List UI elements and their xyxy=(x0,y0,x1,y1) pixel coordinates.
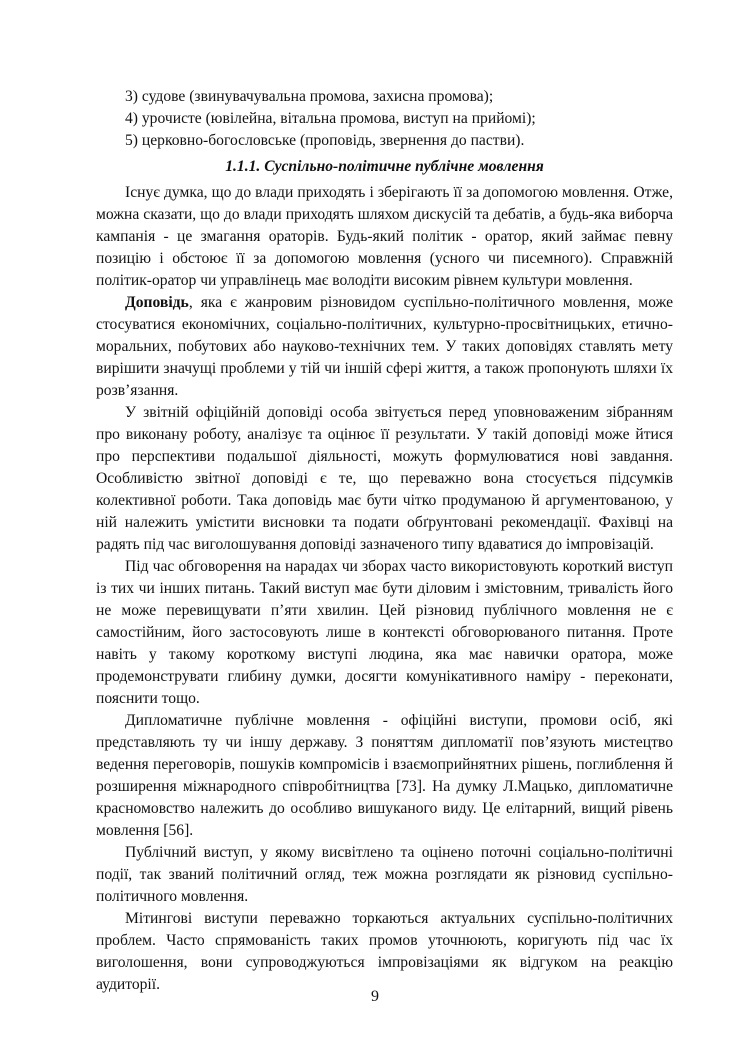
list-item: 3) судове (звинувачувальна промова, захисна промова); xyxy=(125,88,494,105)
list-item: 4) урочисте (ювілейна, вітальна промова, виступ на прийомі); xyxy=(125,110,536,127)
paragraph-text: Існує думка, що до влади приходять і зберігають її за допомогою мовлення. Отже, можна сказати, що до влади приходять шляхом дискусій та дебатів, а будь-яка виборча кампанія - це змагання ораторів. Будь-який політик - оратор, який займає певну позицію і обстоює її за допомогою мовлення (усного чи писемного). Справжній політик-оратор чи управлінець має володіти високим рівнем культури мовлення. xyxy=(96,184,673,289)
page-content xyxy=(96,86,673,996)
paragraph xyxy=(96,908,673,996)
section-heading: 1.1.1. Суспільно-політичне публічне мовлення xyxy=(225,158,544,175)
paragraph xyxy=(96,710,673,842)
paragraph-text: Публічний виступ, у якому висвітлено та оцінено поточні соціально-політичні події, так званий політичний огляд, теж можна розглядати як різновид суспільно-політичного мовлення. xyxy=(96,844,673,905)
paragraph xyxy=(96,842,673,908)
paragraph xyxy=(96,402,673,556)
paragraph-text: , яка є жанровим різновидом суспільно-політичного мовлення, може стосуватися економічних, соціально-політичних, культурно-просвітницьких, етично-моральних, побутових або науково-технічних тем. У таких доповідях ставлять мету вирішити значущі проблеми у тій чи іншій сфері життя, а також пропонують шляхи їх розв’язання. xyxy=(96,294,673,399)
paragraph xyxy=(96,292,673,402)
paragraph-text: Дипломатичне публічне мовлення - офіційні виступи, промови осіб, які представляють ту чи іншу державу. З поняттям дипломатії пов’язують мистецтво ведення переговорів, пошуків компромісів і взаємоприйнятних рішень, поглиблення й розширення міжнародного співробітництва [73]. На думку Л.Мацько, дипломатичне красномовство належить до особливо вишуканого виду. Це елітарний, вищий рівень мовлення [56]. xyxy=(96,712,673,839)
paragraph-text: Під час обговорення на нарадах чи зборах часто використовують короткий виступ із тих чи інших питань. Такий виступ має бути діловим і змістовним, тривалість його не може перевищувати п’яти хвилин. Цей різновид публічного мовлення не є самостійним, його застосовують лише в контексті обговорюваного питання. Проте навіть у такому короткому виступі людина, яка має навички оратора, може продемонструвати глибину думки, досягти комунікативного наміру - переконати, пояснити тощо. xyxy=(96,558,673,707)
paragraph-lead-term: Доповідь xyxy=(125,294,189,311)
paragraph-text: У звітній офіційній доповіді особа звітується перед уповноваженим зібранням про виконану роботу, аналізує та оцінює її результати. У такій доповіді може йтися про перспективи подальшої діяльності, можуть формулюватися нові завдання. Особливістю звітної доповіді є те, що переважно вона стосується підсумків колективної роботи. Така доповідь має бути чітко продуманою й аргументованою, у ній належить умістити висновки та подати обґрунтовані рекомендації. Фахівці на радять під час виголошування доповіді зазначеного типу вдаватися до імпровізацій. xyxy=(96,404,673,553)
list-item: 5) церковно-богословське (проповідь, звернення до пастви). xyxy=(125,132,525,149)
paragraph-text: Мітингові виступи переважно торкаються актуальних суспільно-політичних проблем. Часто спрямованість таких промов уточнюють, коригують під час їх виголошення, вони супроводжуються імпровізаціями як відгуком на реакцію аудиторії. xyxy=(96,910,673,993)
paragraph xyxy=(96,182,673,292)
paragraph xyxy=(96,556,673,710)
page-number: 9 xyxy=(371,988,379,1005)
